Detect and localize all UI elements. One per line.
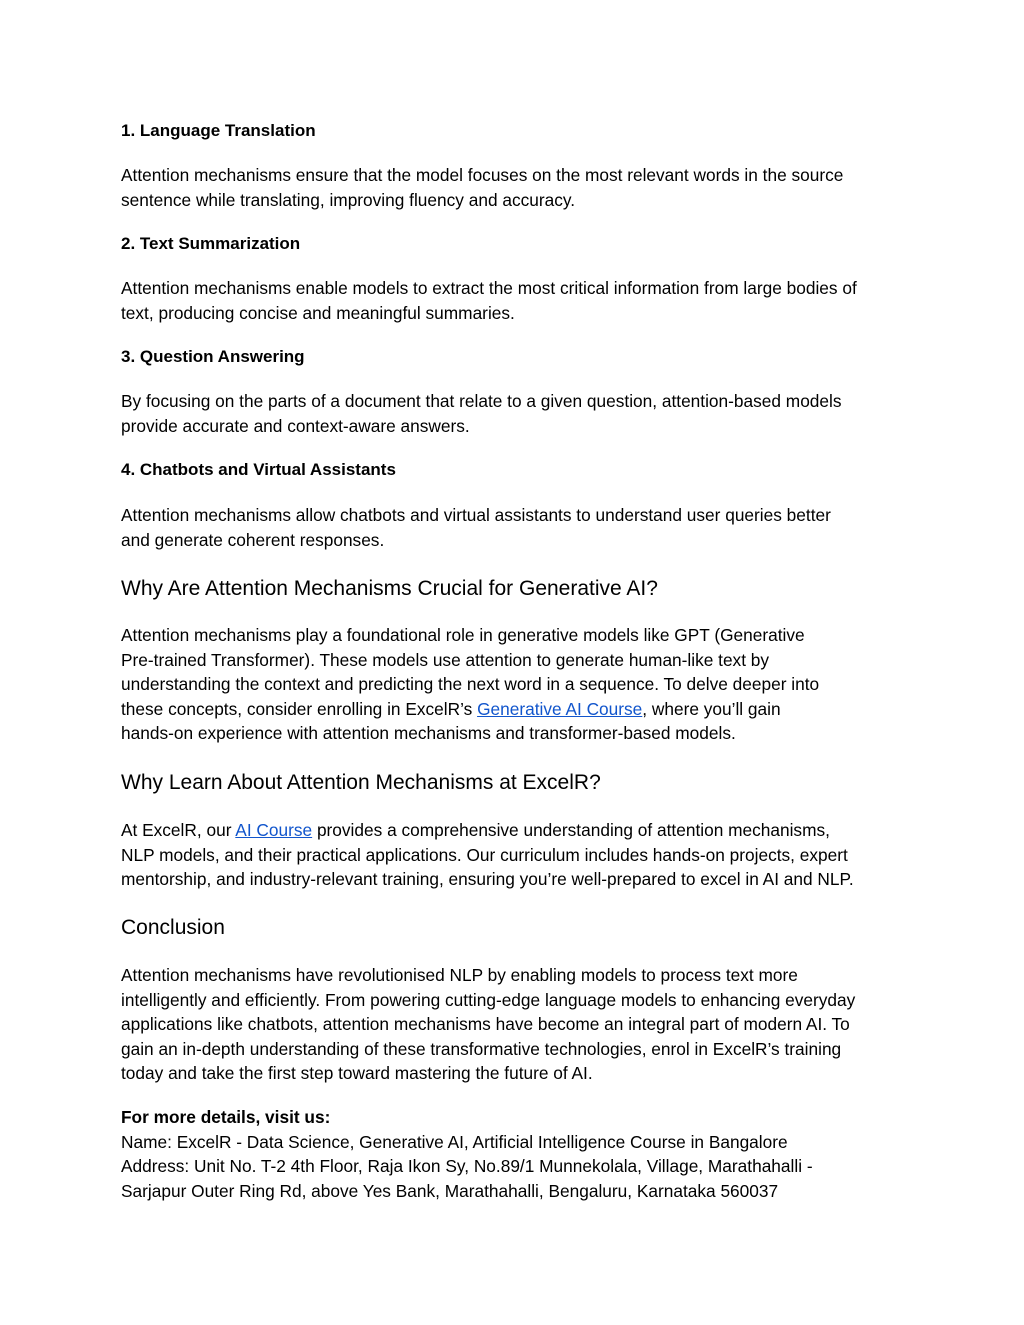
- heading-conclusion: Conclusion: [121, 916, 225, 939]
- contact-name: Name: ExcelR - Data Science, Generative AI, Artificial Intelligence Course in Bangalore: [121, 1131, 788, 1152]
- text-line: applications like chatbots, attention mechanisms have become an integral part of modern AI. To: [121, 1014, 850, 1035]
- text-line: today and take the first step toward mastering the future of AI.: [121, 1063, 593, 1084]
- generative-ai-course-link[interactable]: Generative AI Course: [477, 698, 643, 719]
- heading-why-learn: Why Learn About Attention Mechanisms at ExcelR?: [121, 771, 601, 794]
- text-line: hands-on experience with attention mechanisms and transformer-based models.: [121, 723, 736, 744]
- paragraph-why-learn: [121, 818, 911, 892]
- text-line: [121, 818, 911, 843]
- text-line: text, producing concise and meaningful summaries.: [121, 302, 515, 323]
- text-line: Attention mechanisms have revolutionised NLP by enabling models to process text more: [121, 965, 798, 985]
- text-line: gain an in-depth understanding of these transformative technologies, enrol in ExcelR’s training: [121, 1038, 842, 1059]
- paragraph-conclusion: [121, 963, 911, 1086]
- section-heading-language-translation: 1. Language Translation: [121, 121, 316, 140]
- text-line: Attention mechanisms enable models to extract the most critical information from large bodies of: [121, 278, 857, 298]
- text-line: provide accurate and context-aware answers.: [121, 415, 470, 436]
- text-line: Attention mechanisms play a foundational role in generative models like GPT (Generative: [121, 625, 805, 645]
- text-line: Attention mechanisms allow chatbots and virtual assistants to understand user queries better: [121, 505, 831, 525]
- contact-details: [121, 1105, 911, 1203]
- text-segment: provides a comprehensive understanding of attention mechanisms,: [312, 820, 830, 840]
- contact-address-line: Sarjapur Outer Ring Rd, above Yes Bank, Marathahalli, Bengaluru, Karnataka 560037: [121, 1180, 779, 1201]
- text-line: mentorship, and industry-relevant training, ensuring you’re well-prepared to excel in AI and NLP.: [121, 869, 854, 890]
- text-line: sentence while translating, improving fluency and accuracy.: [121, 189, 576, 210]
- section-heading-chatbots: 4. Chatbots and Virtual Assistants: [121, 460, 396, 479]
- section-heading-question-answering: 3. Question Answering: [121, 347, 305, 366]
- paragraph-question-answering: [121, 389, 911, 438]
- text-segment: these concepts, consider enrolling in ExcelR’s: [121, 698, 478, 719]
- text-line: NLP models, and their practical applications. Our curriculum includes hands-on projects, expert: [121, 844, 848, 865]
- text-line: [121, 697, 911, 722]
- contact-address-line: Address: Unit No. T-2 4th Floor, Raja Ikon Sy, No.89/1 Munnekolala, Village, Marathahalli -: [121, 1156, 813, 1177]
- heading-why-crucial: Why Are Attention Mechanisms Crucial for Generative AI?: [121, 577, 658, 600]
- paragraph-language-translation: [121, 163, 911, 212]
- paragraph-chatbots: [121, 503, 911, 552]
- text-line: Attention mechanisms ensure that the model focuses on the most relevant words in the source: [121, 165, 844, 185]
- text-segment: , where you’ll gain: [642, 698, 781, 719]
- text-line: understanding the context and predicting the next word in a sequence. To delve deeper into: [121, 674, 820, 695]
- contact-heading: For more details, visit us:: [121, 1107, 331, 1127]
- paragraph-text-summarization: [121, 276, 911, 325]
- text-line: intelligently and efficiently. From powering cutting-edge language models to enhancing everyday: [121, 989, 856, 1010]
- text-line: By focusing on the parts of a document that relate to a given question, attention-based models: [121, 391, 842, 411]
- paragraph-why-crucial: [121, 623, 911, 746]
- text-line: and generate coherent responses.: [121, 529, 385, 550]
- section-heading-text-summarization: 2. Text Summarization: [121, 234, 301, 253]
- text-line: Pre-trained Transformer). These models use attention to generate human-like text by: [121, 649, 770, 670]
- ai-course-link[interactable]: AI Course: [235, 820, 313, 840]
- text-segment: At ExcelR, our: [121, 820, 236, 840]
